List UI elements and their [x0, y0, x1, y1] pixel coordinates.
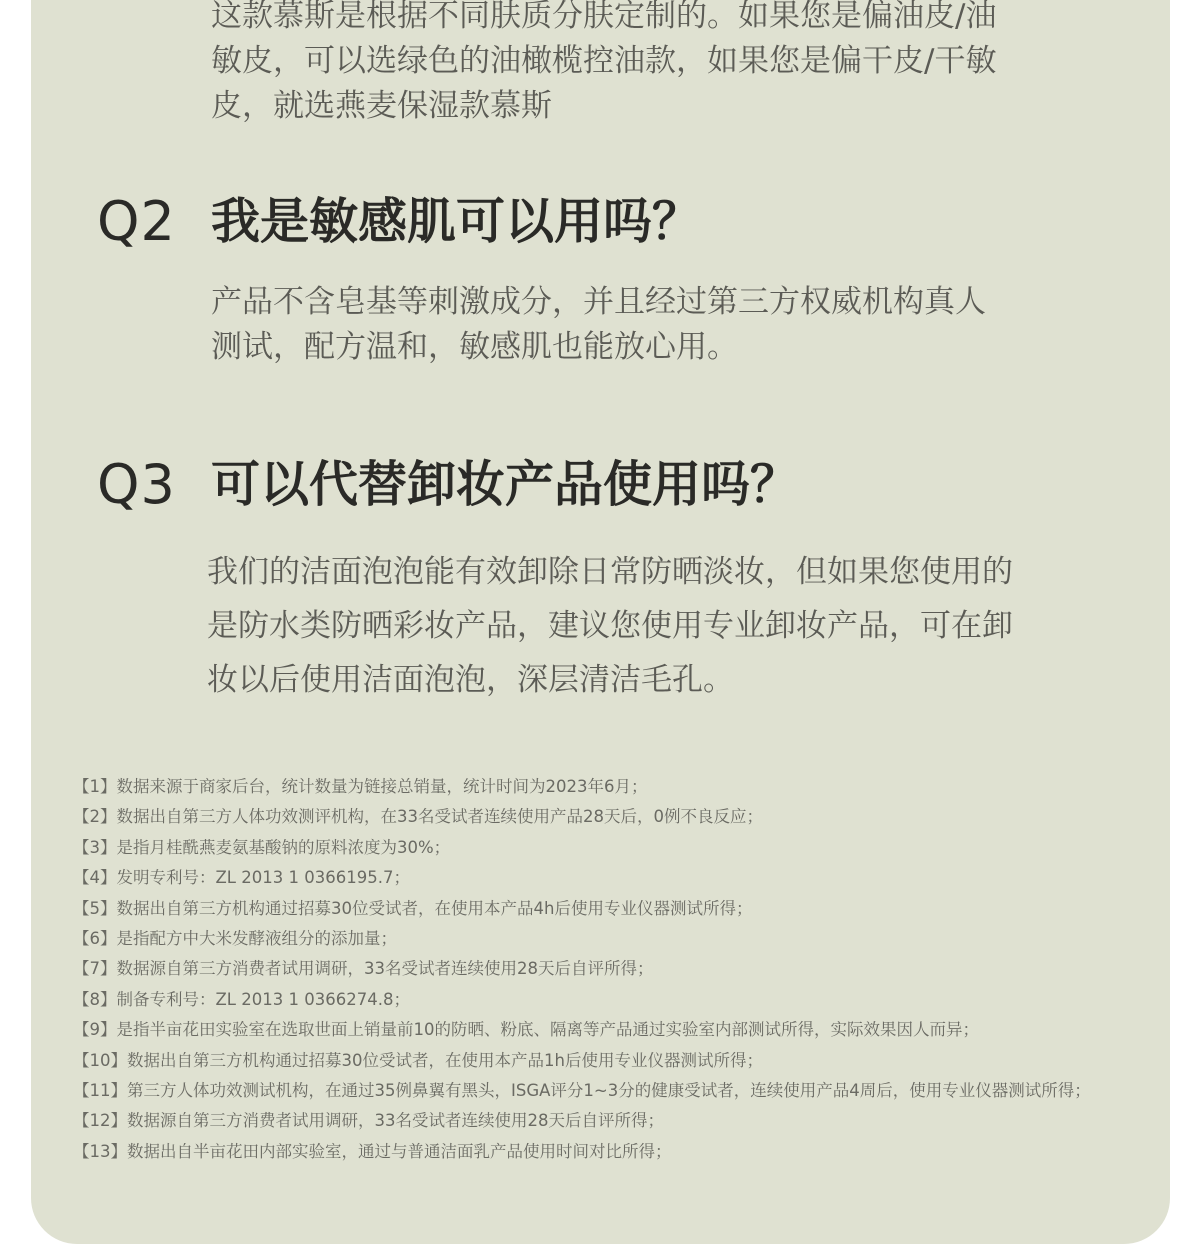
q2-question: 我是敏感肌可以用吗？ [211, 193, 702, 250]
footnote-item: 【5】数据出自第三方机构通过招募30位受试者，在使用本产品4h后使用专业仪器测试所得； [73, 898, 753, 918]
footnote-item: 【6】是指配方中大米发酵液组分的添加量； [73, 929, 397, 949]
footnote-item: 【1】数据来源于商家后台，统计数量为链接总销量，统计时间为2023年6月； [73, 777, 648, 796]
q2-answer [211, 280, 986, 370]
answer-line: 我们的洁面泡泡能有效卸除日常防晒淡妆，但如果您使用的 [207, 554, 1013, 590]
footnote-item: 【4】发明专利号：ZL 2013 1 0366195.7； [73, 868, 410, 888]
footnote-item: 【8】制备专利号：ZL 2013 1 0366274.8； [73, 989, 410, 1009]
footnote-item: 【13】数据出自半亩花田内部实验室，通过与普通洁面乳产品使用时间对比所得； [73, 1141, 672, 1161]
footnote-item: 【11】第三方人体功效测试机构，在通过35例鼻翼有黑头，ISGA评分1~3分的健康受试者，连续使用产品4周后，使用专业仪器测试所得； [73, 1081, 1091, 1101]
footnote-item: 【7】数据源自第三方消费者试用调研，33名受试者连续使用28天后自评所得； [73, 959, 654, 979]
q3-answer [207, 545, 1013, 707]
footnote-item: 【3】是指月桂酰燕麦氨基酸钠的原料浓度为30%； [73, 837, 451, 857]
answer-line: 测试，配方温和，敏感肌也能放心用。 [211, 329, 738, 365]
footnote-list [73, 772, 1091, 1167]
footnote-item: 【2】数据出自第三方人体功效测评机构，在33名受试者连续使用产品28天后，0例不良反应； [73, 807, 763, 827]
answer-line: 是防水类防晒彩妆产品，建议您使用专业卸妆产品，可在卸 [207, 608, 1013, 644]
q2-number: Q2 [97, 190, 176, 253]
answer-line: 妆以后使用洁面泡泡，深层清洁毛孔。 [207, 662, 734, 698]
footnote-item: 【9】是指半亩花田实验室在选取世面上销量前10的防晒、粉底、隔离等产品通过实验室内部测试所得，实际效果因人而异； [73, 1020, 979, 1040]
answer-line: 敏皮，可以选绿色的油橄榄控油款，如果您是偏干皮/干敏 [211, 43, 997, 79]
faq-card [31, 0, 1170, 1244]
q1-answer [211, 0, 996, 129]
footnote-item: 【10】数据出自第三方机构通过招募30位受试者，在使用本产品1h后使用专业仪器测试所得； [73, 1050, 763, 1070]
answer-line: 这款慕斯是根据不同肤质分肤定制的。如果您是偏油皮/油 [211, 0, 997, 34]
answer-line: 皮，就选燕麦保湿款慕斯 [211, 88, 552, 124]
q3-question: 可以代替卸妆产品使用吗？ [211, 456, 800, 513]
answer-line: 产品不含皂基等刺激成分，并且经过第三方权威机构真人 [211, 284, 986, 320]
footnote-item: 【12】数据源自第三方消费者试用调研，33名受试者连续使用28天后自评所得； [73, 1111, 664, 1131]
q3-number: Q3 [97, 453, 176, 516]
